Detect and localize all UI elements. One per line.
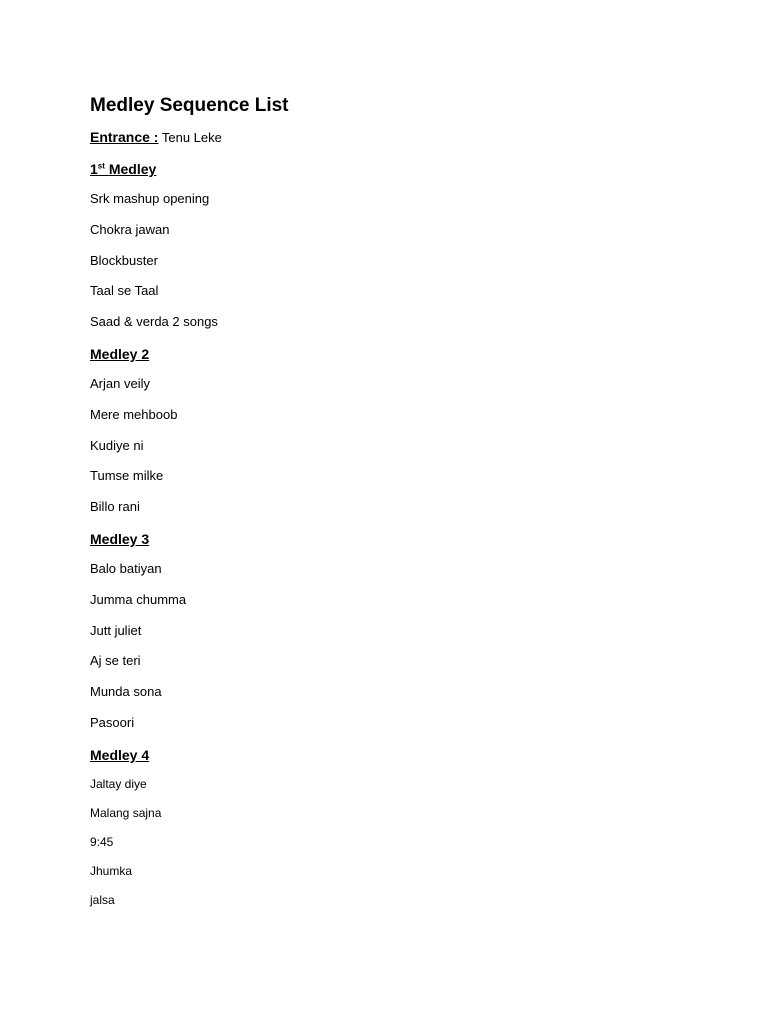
list-item: Malang sajna <box>90 805 162 820</box>
entrance-value: Tenu Leke <box>161 130 222 145</box>
list-item: Pasoori <box>90 714 135 730</box>
list-item: Arjan veily <box>90 375 150 391</box>
medley-3-heading: Medley 3 <box>90 530 150 547</box>
list-item: Kudiye ni <box>90 437 144 453</box>
medley-4-heading: Medley 4 <box>90 746 150 763</box>
document-title: Medley Sequence List <box>90 95 289 116</box>
list-item: Tumse milke <box>90 468 164 484</box>
list-item: Jumma chumma <box>90 591 187 607</box>
medley-1-ordinal-suffix: st <box>97 161 105 171</box>
entrance-label: Entrance : <box>90 129 159 145</box>
list-item: Blockbuster <box>90 252 158 268</box>
list-item: jalsa <box>90 892 115 907</box>
medley-1-heading <box>90 159 690 179</box>
list-item: Billo rani <box>90 499 140 515</box>
document-body <box>90 92 690 921</box>
list-item: Aj se teri <box>90 653 141 669</box>
list-item: Balo batiyan <box>90 560 162 576</box>
list-item: Munda sona <box>90 684 162 700</box>
entrance-line <box>90 128 690 147</box>
list-item: Saad & verda 2 songs <box>90 314 218 330</box>
list-item: Chokra jawan <box>90 221 170 237</box>
list-item: Taal se Taal <box>90 283 159 299</box>
list-item: 9:45 <box>90 834 114 849</box>
list-item: Mere mehboob <box>90 406 178 422</box>
list-item: Jutt juliet <box>90 622 142 638</box>
medley-1-number: 1 <box>90 161 98 177</box>
list-item: Jhumka <box>90 863 133 878</box>
list-item: Srk mashup opening <box>90 191 210 206</box>
medley-1-word: Medley <box>108 161 157 177</box>
medley-2-heading: Medley 2 <box>90 345 150 362</box>
list-item: Jaltay diye <box>90 776 147 791</box>
